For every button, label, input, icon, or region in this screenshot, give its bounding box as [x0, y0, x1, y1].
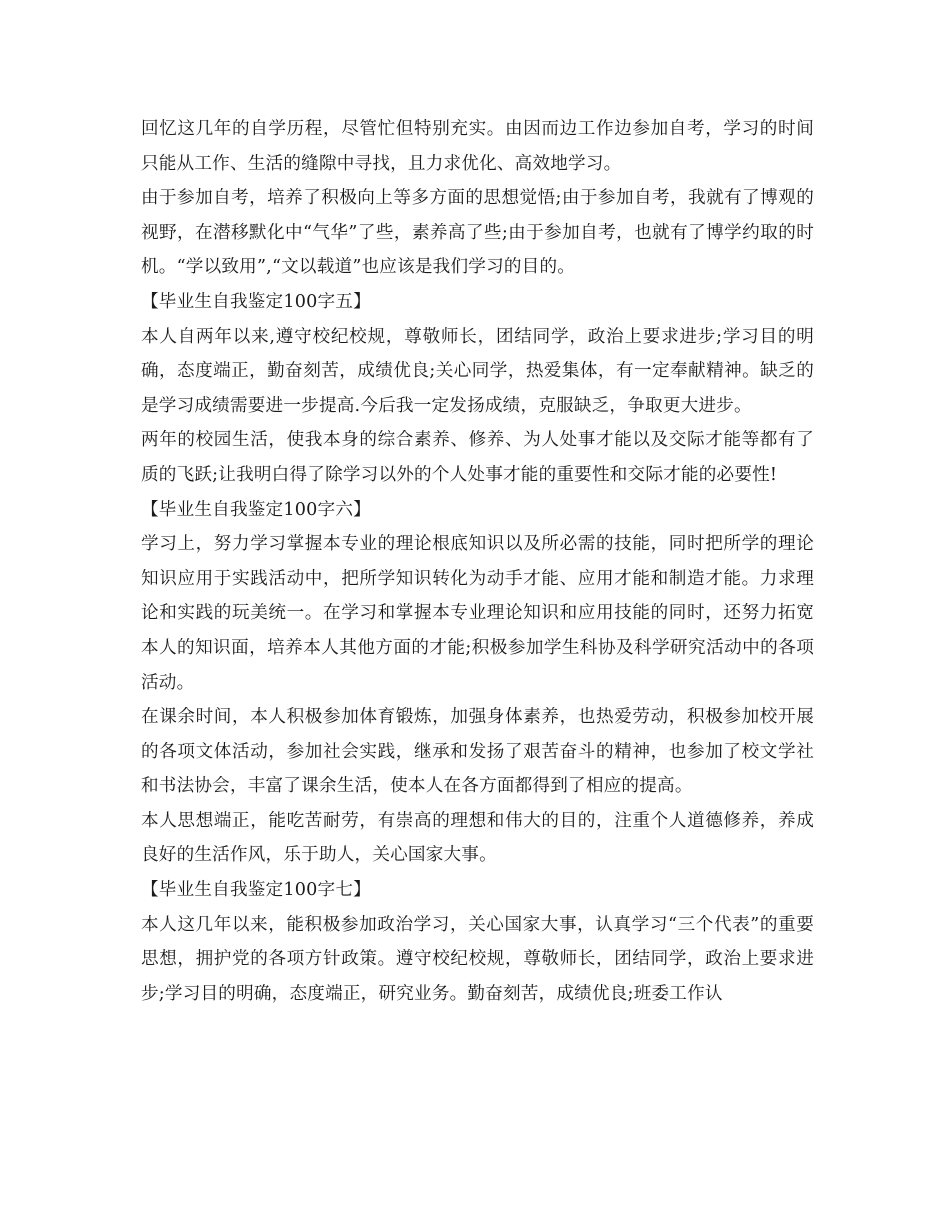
section-heading-seven: 【毕业生自我鉴定100字七】	[141, 880, 371, 901]
section-heading-six: 【毕业生自我鉴定100字六】	[141, 499, 371, 520]
paragraph-section-seven-main: 本人这几年以来，能积极参加政治学习，关心国家大事，认真学习“三个代表”的重要思想，拥护党的各项方针政策。遵守校纪校规，尊敬师长，团结同学，政治上要求进步;学习目的明确，态度端正，研究业务。勤奋刻苦，成绩优良;班委工作认	[141, 914, 814, 1004]
paragraph-self-study-benefits: 由于参加自考，培养了积极向上等多方面的思想觉悟;由于参加自考，我就有了博观的视野，在潜移默化中“气华”了些，素养高了些;由于参加自考，也就有了博学约取的时机。“学以致用”,“文以载道”也应该是我们学习的目的。	[141, 188, 814, 278]
paragraph-section-five-main: 本人自两年以来,遵守校纪校规，尊敬师长，团结同学，政治上要求进步;学习目的明确，态度端正，勤奋刻苦，成绩优良;关心同学，热爱集体，有一定奉献精神。缺乏的是学习成绩需要进一步提高.今后我一定发扬成绩，克服缺乏，争取更大进步。	[141, 326, 814, 416]
paragraph-character: 本人思想端正，能吃苦耐劳，有崇高的理想和伟大的目的，注重个人道德修养，养成良好的生活作风，乐于助人，关心国家大事。	[141, 810, 814, 866]
paragraph-campus-life: 两年的校园生活，使我本身的综合素养、修养、为人处事才能以及交际才能等都有了质的飞跃;让我明白得了除学习以外的个人处事才能的重要性和交际才能的必要性!	[141, 430, 814, 485]
paragraph-extracurricular: 在课余时间，本人积极参加体育锻炼，加强身体素养，也热爱劳动，积极参加校开展的各项文体活动，参加社会实践，继承和发扬了艰苦奋斗的精神，也参加了校文学社和书法协会，丰富了课余生活，使本人在各方面都得到了相应的提高。	[141, 707, 814, 797]
paragraph-study-section-six: 学习上，努力学习掌握本专业的理论根底知识以及所必需的技能，同时把所学的理论知识应用于实践活动中，把所学知识转化为动手才能、应用才能和制造才能。力求理论和实践的玩美统一。在学习和掌握本专业理论知识和应用技能的同时，还努力拓宽本人的知识面，培养本人其他方面的才能;积极参加学生科协及科学研究活动中的各项活动。	[141, 534, 814, 693]
document-body	[141, 112, 814, 1011]
section-heading-five: 【毕业生自我鉴定100字五】	[141, 291, 371, 312]
paragraph-self-study-review: 回忆这几年的自学历程，尽管忙但特别充实。由因而边工作边参加自考，学习的时间只能从工作、生活的缝隙中寻找，且力求优化、高效地学习。	[141, 119, 814, 174]
